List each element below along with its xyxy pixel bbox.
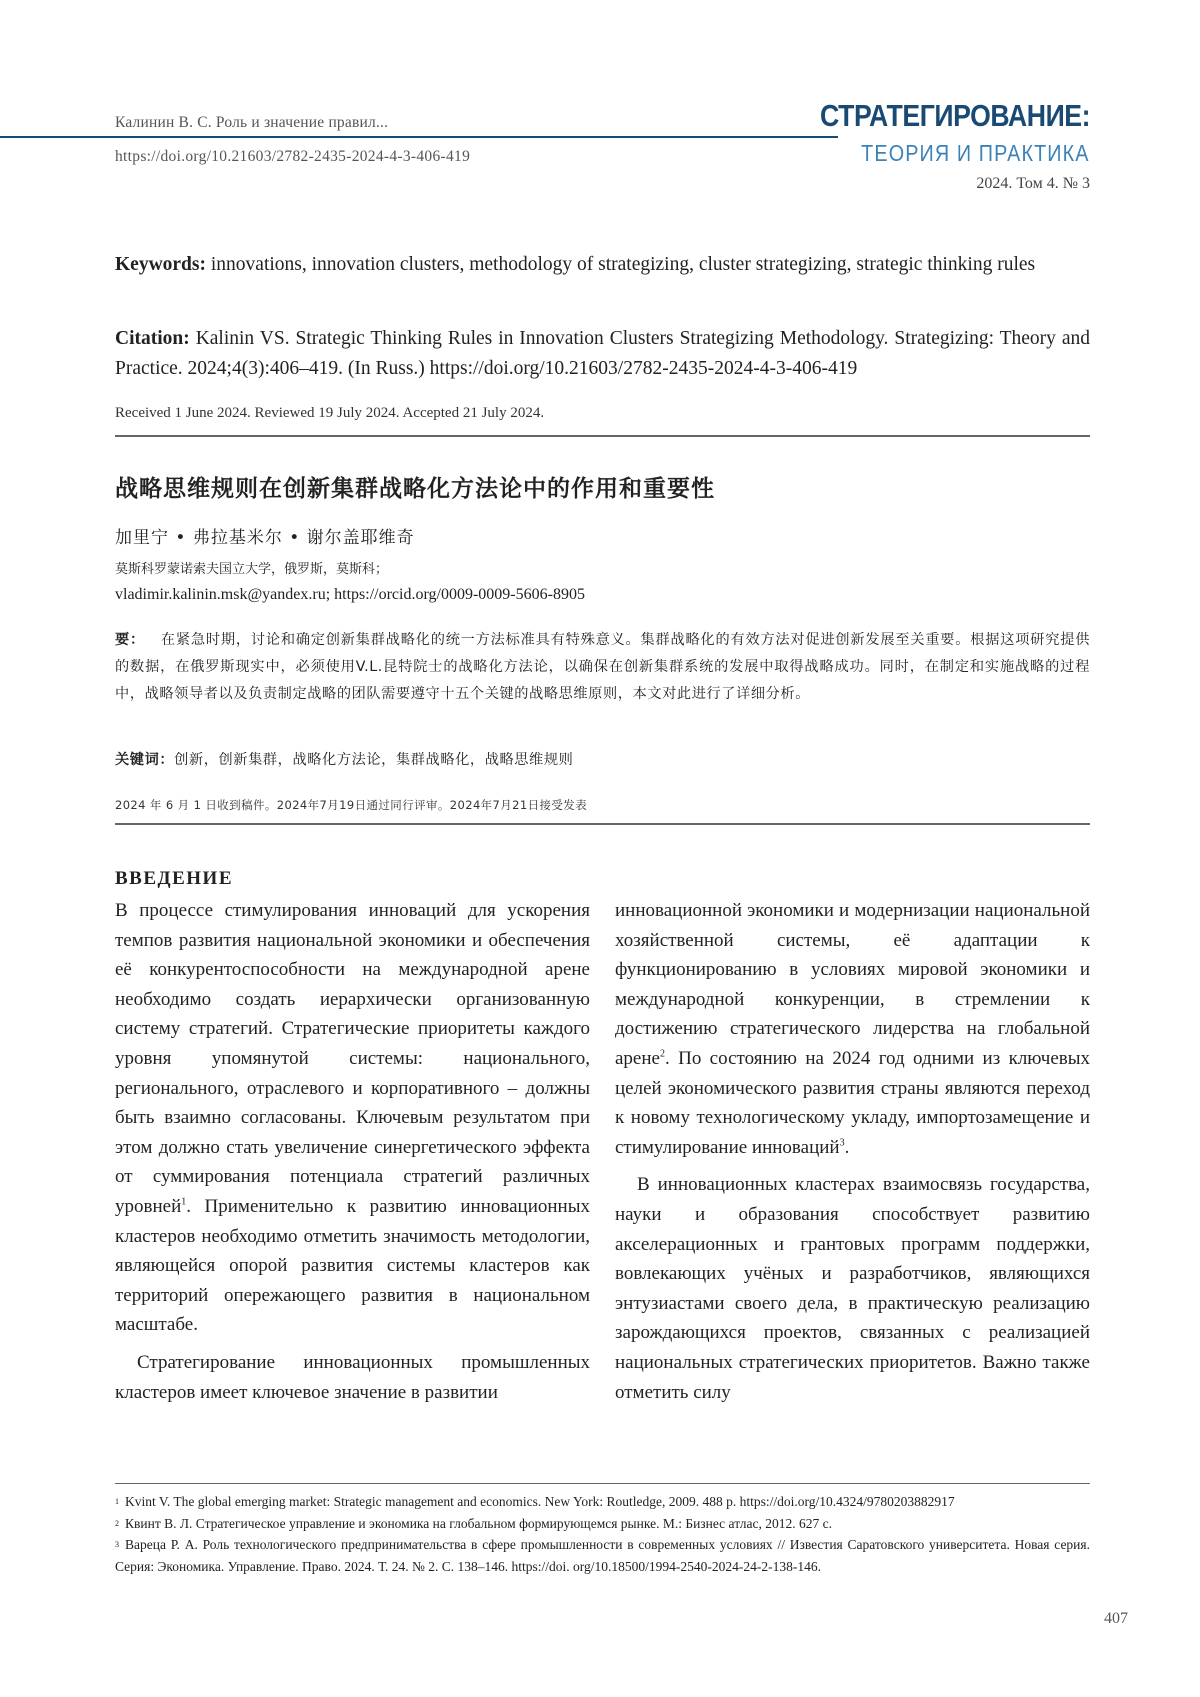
running-title: Калинин В. С. Роль и значение правил... bbox=[115, 114, 389, 131]
chinese-abstract-label: 要： bbox=[115, 632, 145, 648]
received-en: Received 1 June 2024. Reviewed 19 July 2024. Accepted 21 July 2024. bbox=[115, 405, 545, 421]
footnote-ref[interactable]: 2 bbox=[659, 1048, 665, 1060]
footnote bbox=[115, 1513, 1090, 1535]
footnote-number: 1 bbox=[115, 1497, 119, 1506]
chinese-received: 2024 年 6 月 1 日收到稿件。2024年7月19日通过同行评审。2024年7月21日接受发表 bbox=[115, 798, 588, 812]
header-rule bbox=[0, 136, 838, 138]
chinese-keywords bbox=[115, 749, 573, 769]
chinese-keywords-label: 关键词： bbox=[115, 752, 175, 768]
paragraph-text: . Применительно к развитию инновационных кластеров необходимо отметить значимость методологии, являющейся опорой развития системы кластеров как территорий опережающего развития в национальном масштабе. bbox=[115, 1195, 590, 1336]
chinese-title: 战略思维规则在创新集群战略化方法论中的作用和重要性 bbox=[115, 476, 715, 502]
footnote-text: Вареца Р. А. Роль технологического предпринимательства в сфере промышленности в современных условиях // Известия Саратовского университета. Новая серия. Серия: Экономика. Управление. Право. 2024. Т. 24. № 2. С. 138–146. https://doi. org/10.18500/1994-2540-2024-24-2-138-146. bbox=[115, 1537, 1090, 1574]
journal-title-line2: ТЕОРИЯ И ПРАКТИКА bbox=[861, 140, 1090, 166]
divider bbox=[115, 435, 1090, 437]
footnote bbox=[115, 1491, 1090, 1513]
paragraph-text: . По состоянию на 2024 год одними из ключевых целей экономического развития страны являются переход к новому технологическому укладу, импортозамещение и стимулирование инноваций bbox=[615, 1047, 1090, 1158]
paragraph: Стратегирование инновационных промышленных кластеров имеет ключевое значение в развитии bbox=[115, 1351, 590, 1403]
footnote-text: Kvint V. The global emerging market: Strategic management and economics. New York: Routledge, 2009. 488 p. https://doi.org/10.4324/9780203882917 bbox=[125, 1494, 955, 1509]
issue-info: 2024. Том 4. № 3 bbox=[976, 175, 1090, 192]
keywords-label: Keywords: bbox=[115, 254, 206, 275]
keywords-en bbox=[115, 250, 1090, 280]
doi-link[interactable]: https://doi.org/10.21603/2782-2435-2024-4-3-406-419 bbox=[115, 148, 471, 165]
footnote-ref[interactable]: 1 bbox=[181, 1196, 187, 1208]
paragraph-text: В процессе стимулирования инноваций для ускорения темпов развития национальной экономики и обеспечения её конкурентоспособности на международной арене необходимо создать иерархически организованную систему стратегий. Стратегические приоритеты каждого уровня упомянутой системы: национального, регионального, отраслевого и корпоративного – должны быть взаимно согласованы. Ключевым результатом при этом должно стать увеличение синергетического эффекта от суммирования потенциала стратегий различных уровней bbox=[115, 900, 590, 1217]
body-column-right bbox=[615, 896, 1090, 1407]
divider bbox=[115, 823, 1090, 825]
chinese-affiliation: 莫斯科罗蒙诺索夫国立大学，俄罗斯，莫斯科； bbox=[115, 562, 389, 577]
body-column-left bbox=[115, 896, 590, 1407]
section-title: ВВЕДЕНИЕ bbox=[115, 868, 233, 889]
paragraph: В инновационных кластерах взаимосвязь государства, науки и образования способствует развитию акселерационных и грантовых программ поддержки, вовлекающих учёных и разработчиков, являющихся энтузиастами своего дела, в практическую реализацию зарождающихся проектов, связанных с реализацией национальных стратегических приоритетов. Важно также отметить силу bbox=[615, 1174, 1090, 1403]
footnote-text: Квинт В. Л. Стратегическое управление и экономика на глобальном формирующемся рынке. М.: Бизнес атлас, 2012. 627 с. bbox=[125, 1515, 832, 1531]
footnote-number: 3 bbox=[115, 1540, 119, 1549]
chinese-abstract bbox=[115, 627, 1090, 708]
chinese-abstract-text: 在紧急时期，讨论和确定创新集群战略化的统一方法标准具有特殊意义。集群战略化的有效方法对促进创新发展至关重要。根据这项研究提供的数据，在俄罗斯现实中，必须使用V.L.昆特院士的战略化方法论，以确保在创新集群系统的发展中取得战略成功。同时，在制定和实施战略的过程中，战略领导者以及负责制定战略的团队需要遵守十五个关键的战略思维原则，本文对此进行了详细分析。 bbox=[115, 632, 1090, 702]
author-contact[interactable]: vladimir.kalinin.msk@yandex.ru; https://orcid.org/0009-0009-5606-8905 bbox=[115, 586, 585, 603]
footnote-divider bbox=[115, 1483, 1090, 1484]
citation-label: Citation: bbox=[115, 328, 190, 349]
footnote-number: 2 bbox=[115, 1518, 119, 1528]
paragraph bbox=[115, 896, 590, 1340]
paragraph bbox=[615, 896, 1090, 1162]
footnote bbox=[115, 1534, 1090, 1577]
citation-text: Kalinin VS. Strategic Thinking Rules in Innovation Clusters Strategizing Methodology. Strategizing: Theory and Practice. 2024;4(3):406–419. (In Russ.) https://doi.org/10.21603/2782-2435-2024-4-3-406-419 bbox=[115, 328, 1090, 379]
chinese-keywords-text: 创新，创新集群，战略化方法论，集群战略化，战略思维规则 bbox=[174, 752, 574, 768]
footnotes bbox=[115, 1491, 1090, 1577]
footnote-ref[interactable]: 3 bbox=[839, 1137, 845, 1149]
chinese-authors: 加里宁 • 弗拉基米尔 • 谢尔盖耶维奇 bbox=[115, 528, 415, 548]
page-number: 407 bbox=[1104, 1610, 1128, 1627]
paragraph-text: инновационной экономики и модернизации национальной хозяйственной системы, её адаптации к функционированию в условиях мировой экономики и международной конкуренции, в стремлении к достижению стратегического лидерства на глобальной арене bbox=[615, 900, 1090, 1069]
citation bbox=[115, 324, 1090, 384]
paragraph-text: . bbox=[844, 1136, 850, 1158]
keywords-text: innovations, innovation clusters, methodology of strategizing, cluster strategizing, strategic thinking rules bbox=[206, 254, 1036, 275]
journal-title-line1: СТРАТЕГИРОВАНИЕ: bbox=[819, 98, 1090, 133]
